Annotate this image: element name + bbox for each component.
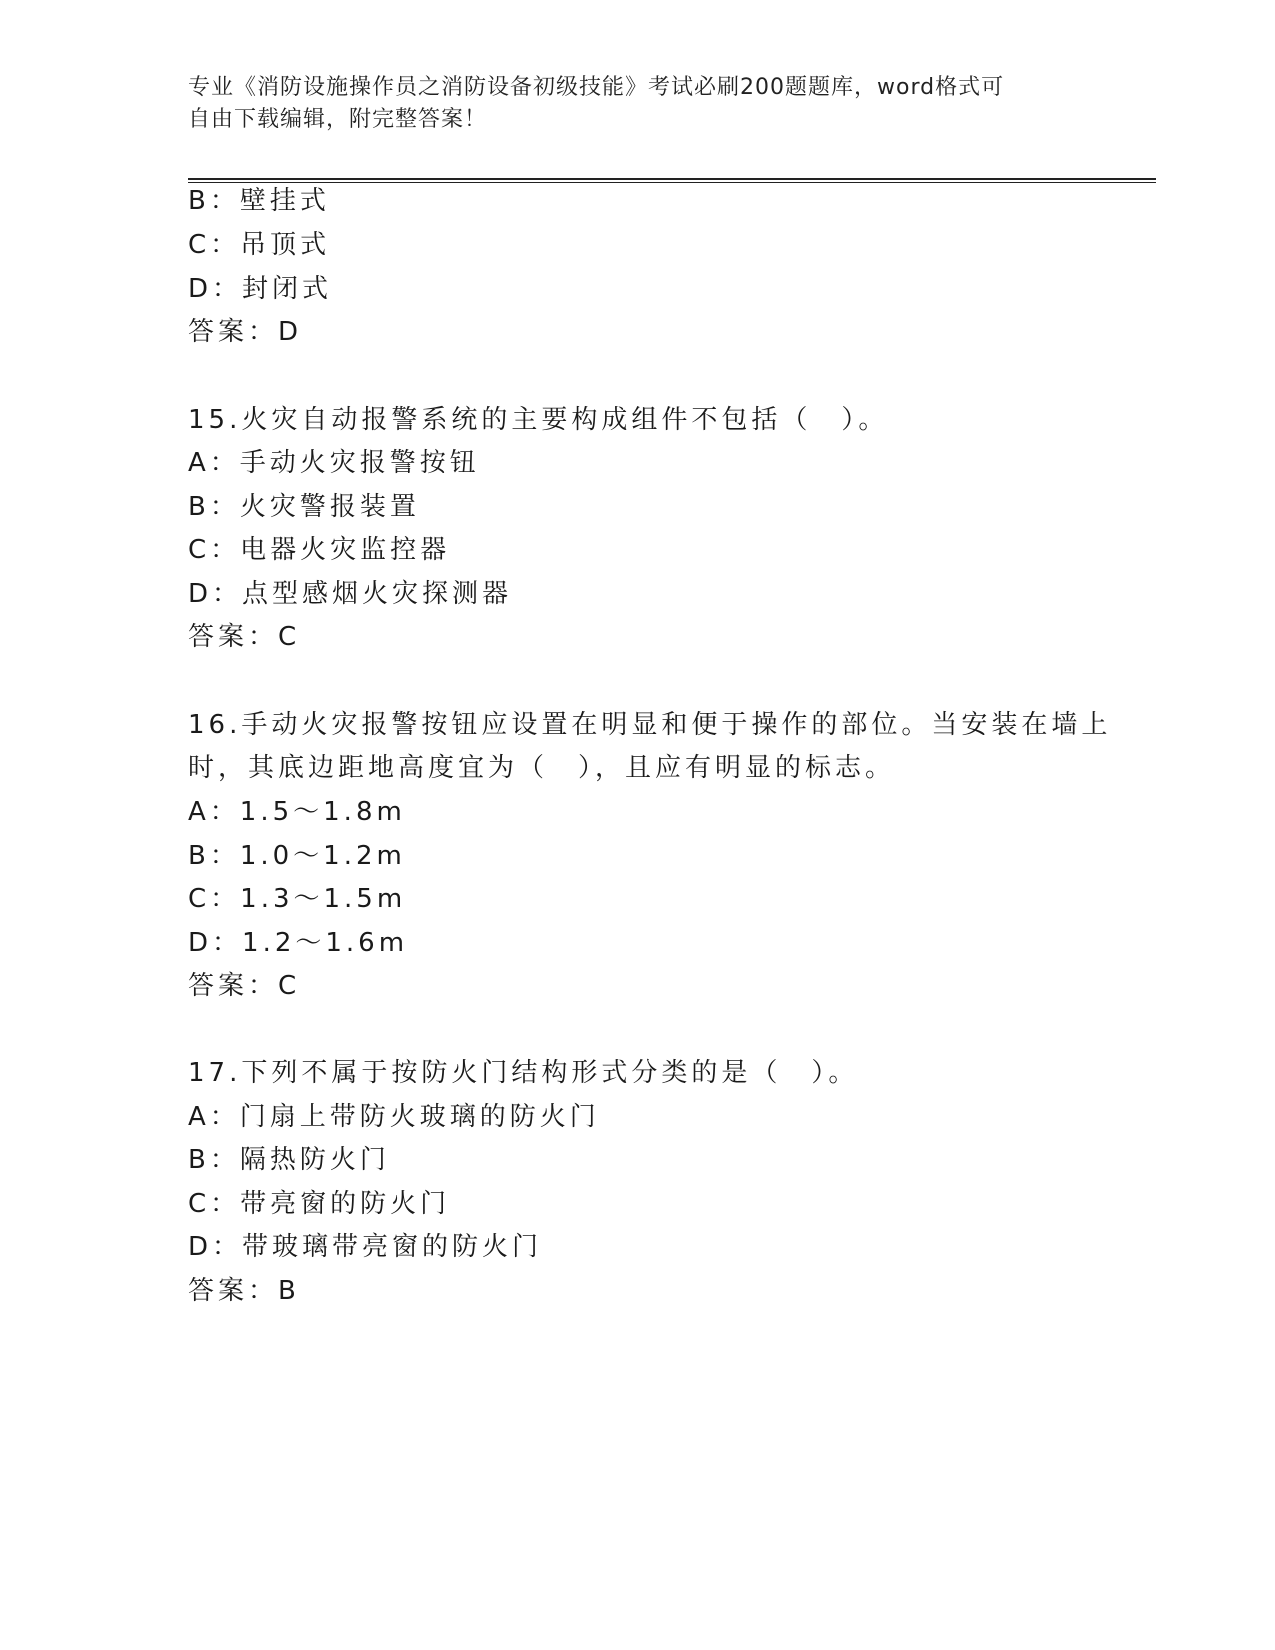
option-d: D：带玻璃带亮窗的防火门 <box>188 1232 543 1262</box>
option-a: A：1.5～1.8m <box>188 797 406 827</box>
document-header <box>188 72 1068 136</box>
option-b: B：壁挂式 <box>188 186 330 216</box>
header-line-1: 专业《消防设施操作员之消防设备初级技能》考试必刷200题题库，word格式可 <box>188 75 1005 100</box>
answer: 答案：C <box>188 971 301 1001</box>
option-b: B：隔热防火门 <box>188 1145 390 1175</box>
question-stem: 16.手动火灾报警按钮应设置在明显和便于操作的部位。当安装在墙上 <box>188 710 1112 740</box>
option-d: D：封闭式 <box>188 274 333 304</box>
answer: 答案：D <box>188 317 303 347</box>
question-stem-continued: 时，其底边距地高度宜为（ ），且应有明显的标志。 <box>188 753 896 783</box>
option-d: D：点型感烟火灾探测器 <box>188 579 513 609</box>
option-c: C：1.3～1.5m <box>188 884 407 914</box>
option-c: C：吊顶式 <box>188 230 331 260</box>
option-b: B：火灾警报装置 <box>188 492 420 522</box>
header-divider <box>188 178 1156 183</box>
header-line-2: 自由下载编辑，附完整答案！ <box>188 107 488 132</box>
option-a: A：手动火灾报警按钮 <box>188 448 480 478</box>
question-stem: 17.下列不属于按防火门结构形式分类的是（ ）。 <box>188 1058 859 1088</box>
option-d: D：1.2～1.6m <box>188 928 409 958</box>
option-c: C：带亮窗的防火门 <box>188 1189 451 1219</box>
option-b: B：1.0～1.2m <box>188 841 406 871</box>
option-c: C：电器火灾监控器 <box>188 535 451 565</box>
question-stem: 15.火灾自动报警系统的主要构成组件不包括（ ）。 <box>188 405 889 435</box>
answer: 答案：B <box>188 1276 300 1306</box>
answer: 答案：C <box>188 622 301 652</box>
option-a: A：门扇上带防火玻璃的防火门 <box>188 1102 600 1132</box>
